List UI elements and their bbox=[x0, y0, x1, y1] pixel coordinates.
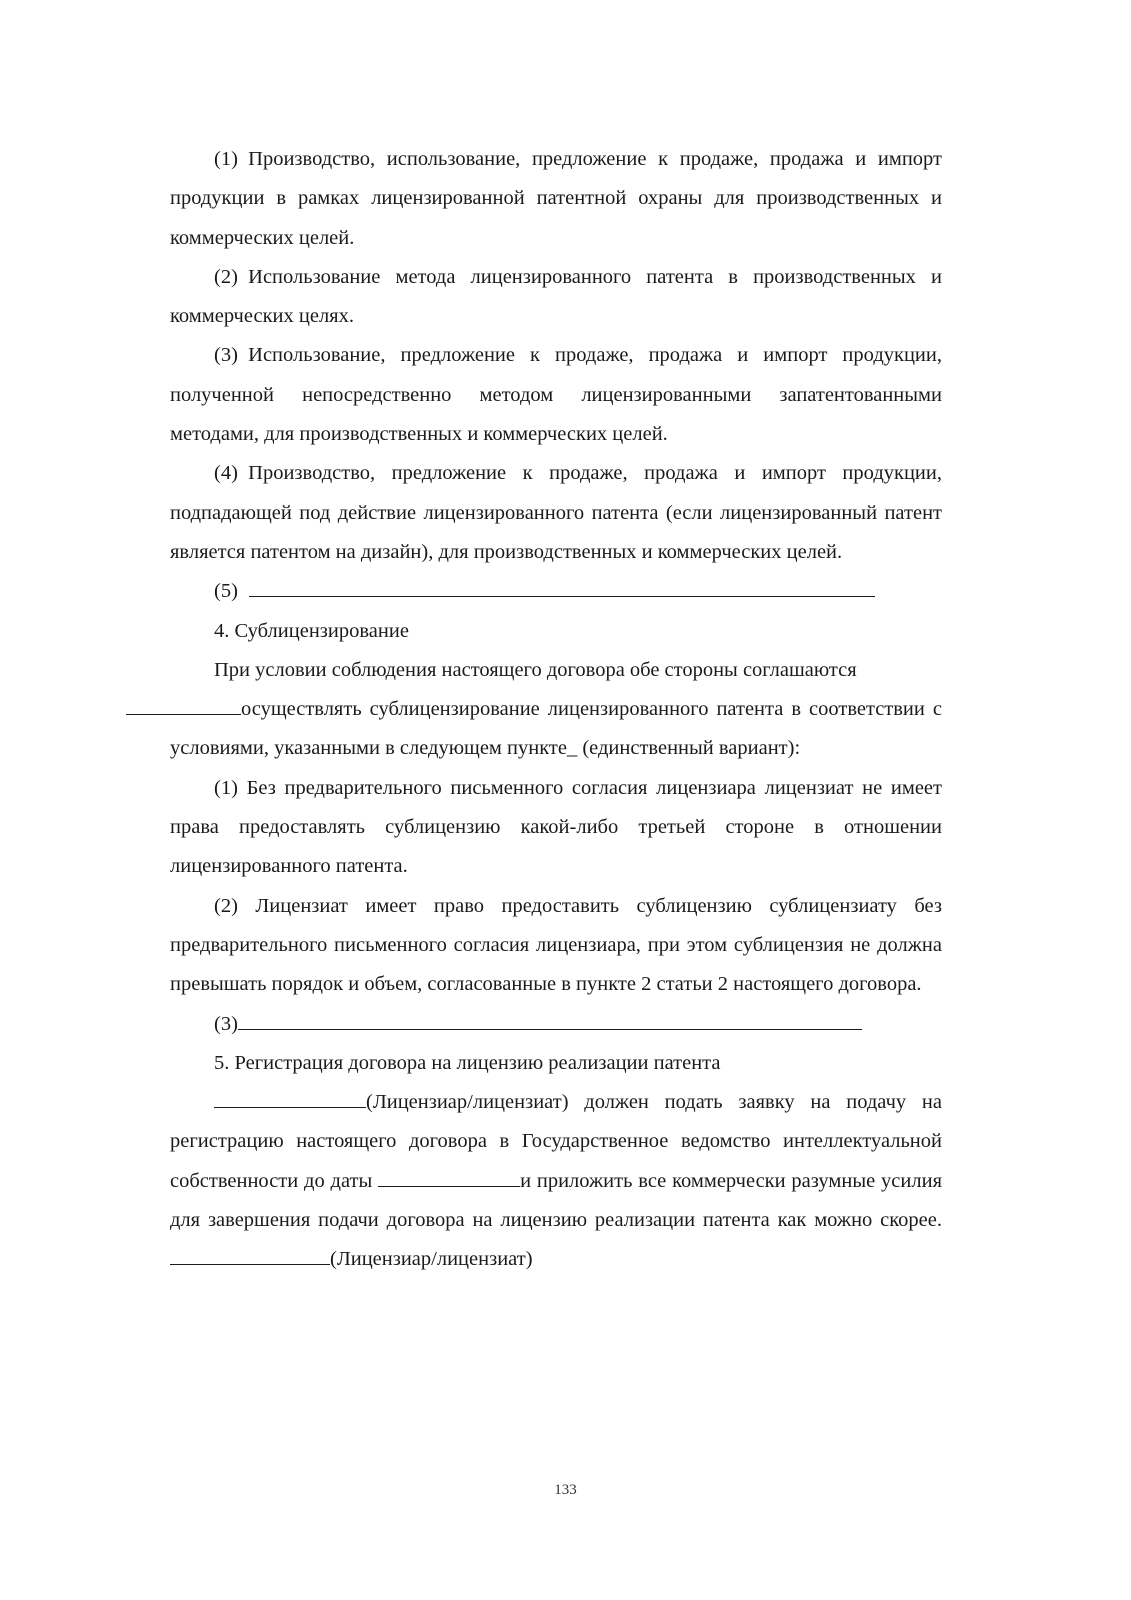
clause-3-item-3: (3) Использование, предложение к продаже, продажа и импорт продукции, полученной непосредственно методом лицензированными запатентованными методами, для производственных и коммерческих целей. bbox=[170, 344, 942, 446]
clause-3-item-2: (2) Использование метода лицензированного патента в производственных и коммерческих целях. bbox=[170, 265, 942, 328]
sublicensing-intro-text: При условии соблюдения настоящего договора обе стороны соглашаются bbox=[214, 658, 857, 681]
section-heading-sublicensing: 4. Сублицензирование bbox=[214, 619, 409, 642]
clause-3-item-1: (1) Производство, использование, предложение к продаже, продажа и импорт продукции в рамках лицензированной патентной охраны для производственных и коммерческих целей. bbox=[170, 148, 942, 249]
sublicensing-item-3 bbox=[170, 1005, 942, 1044]
document-body bbox=[170, 140, 942, 1280]
sublicensing-intro-continuation: осуществлять сублицензирование лицензированного патента в соответствии с условиями, указанными в следующем пункте_ (единственный вариант): bbox=[170, 698, 942, 760]
registration-party-choice: (Лицензиар/лицензиат) bbox=[330, 1248, 533, 1271]
sublicensing-intro bbox=[170, 651, 942, 769]
section-heading-registration: 5. Регистрация договора на лицензию реализации патента bbox=[214, 1051, 721, 1074]
registration-text-continued: и приложить все коммерчески разумные усилия для завершения подачи договора на лицензию реализации патента как можно скорее. bbox=[170, 1169, 942, 1232]
blank-line bbox=[126, 694, 241, 715]
registration-text: (Лицензиар/лицензиат) должен подать заявку на подачу на регистрацию настоящего договора в Государственное ведомство интеллектуальной собственности до даты bbox=[170, 1091, 942, 1192]
blank-line bbox=[238, 1009, 862, 1030]
registration-paragraph bbox=[170, 1083, 942, 1279]
item-label: (5) bbox=[214, 580, 238, 603]
blank-line bbox=[170, 1244, 330, 1265]
sublicensing-item-1: (1) Без предварительного письменного согласия лицензиара лицензиат не имеет права предоставлять сублицензию какой-либо третьей стороне в отношении лицензированного патента. bbox=[170, 776, 942, 878]
clause-3-item-4: (4) Производство, предложение к продаже, продажа и импорт продукции, подпадающей под действие лицензированного патента (если лицензированный патент является патентом на дизайн), для производственных и коммерческих целей. bbox=[170, 462, 942, 563]
item-label: (3) bbox=[214, 1012, 238, 1035]
blank-line bbox=[249, 576, 875, 597]
clause-3-item-5 bbox=[170, 572, 942, 611]
blank-line bbox=[214, 1087, 366, 1108]
sublicensing-item-2: (2) Лицензиат имеет право предоставить сублицензию сублицензиату без предварительного письменного согласия лицензиара, при этом сублицензия не должна превышать порядок и объем, согласованные в пункте 2 статьи 2 настоящего договора. bbox=[170, 894, 942, 996]
page-number: 133 bbox=[554, 1482, 577, 1498]
blank-line bbox=[378, 1166, 520, 1187]
